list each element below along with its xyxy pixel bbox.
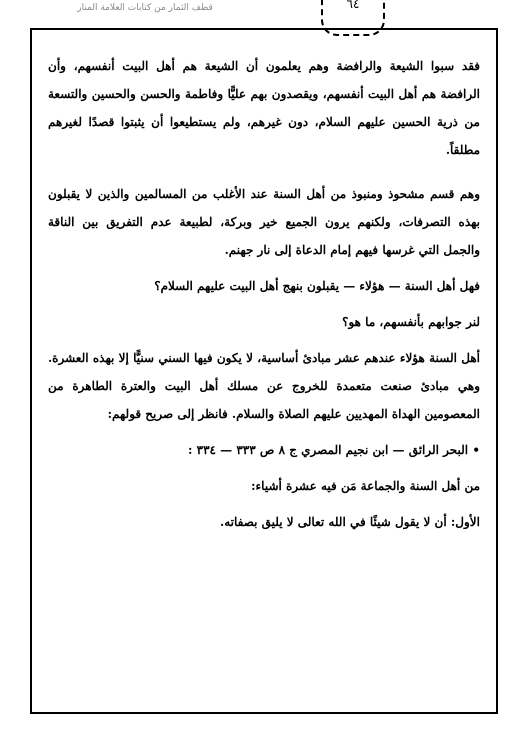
page-border	[30, 28, 498, 714]
page-number: ٦٤	[346, 0, 360, 11]
question-paragraph: فهل أهل السنة — هؤلاء — يقبلون بنهج أهل البيت عليهم السلام؟	[154, 279, 480, 293]
citation-line: • البحر الرائق — ابن نجيم المصري ج ٨ ص ٣٣٣ — ٣٣٤ :	[188, 443, 480, 457]
quote-first-item: الأول: أن لا يقول شيئًا في الله تعالى لا يليق بصفاته.	[220, 515, 480, 529]
paragraph-1: فقد سبوا الشيعة والرافضة وهم يعلمون أن الشيعة هم أهل البيت أنفسهم، وأن الرافضة هم أهل البيت أنفسهم، ويقصدون بهم عليًّا وفاطمة والحسن والحسين والتسعة من ذرية الحسين عليهم السلام، دون غيرهم، ولم يستطيعوا أن يثبتوا قصدًا لغيرهم مطلقاً.	[48, 59, 480, 157]
paragraph-principles: أهل السنة هؤلاء عندهم عشر مبادئ أساسية، لا يكون فيها السني سنيًّا إلا بهذه العشرة. وهي مبادئ صنعت متعمدة للخروج عن مسلك أهل البيت والعترة الطاهرة من المعصومين الهداة المهديين عليهم الصلاة والسلام. فانظر إلى صريح قولهم:	[48, 351, 480, 421]
quote-intro: من أهل السنة والجماعة مَن فيه عشرة أشياء:	[251, 479, 480, 493]
book-title: قطف الثمار من كتابات العلامة المنار	[77, 3, 213, 13]
page-body	[48, 52, 480, 536]
paragraph-2: وهم قسم مشحوذ ومنبوذ من أهل السنة عند الأغلب من المسالمين والذين لا يقبلون بهذه التصرفات، ولكنهم يرون الجميع خير وبركة، لطبيعة عدم التفريق بين الناقة والجمل التي غرسها فيهم إمام الدعاة إلى نار جهنم.	[48, 187, 480, 257]
answer-intro: لنر جوابهم بأنفسهم، ما هو؟	[342, 315, 480, 329]
